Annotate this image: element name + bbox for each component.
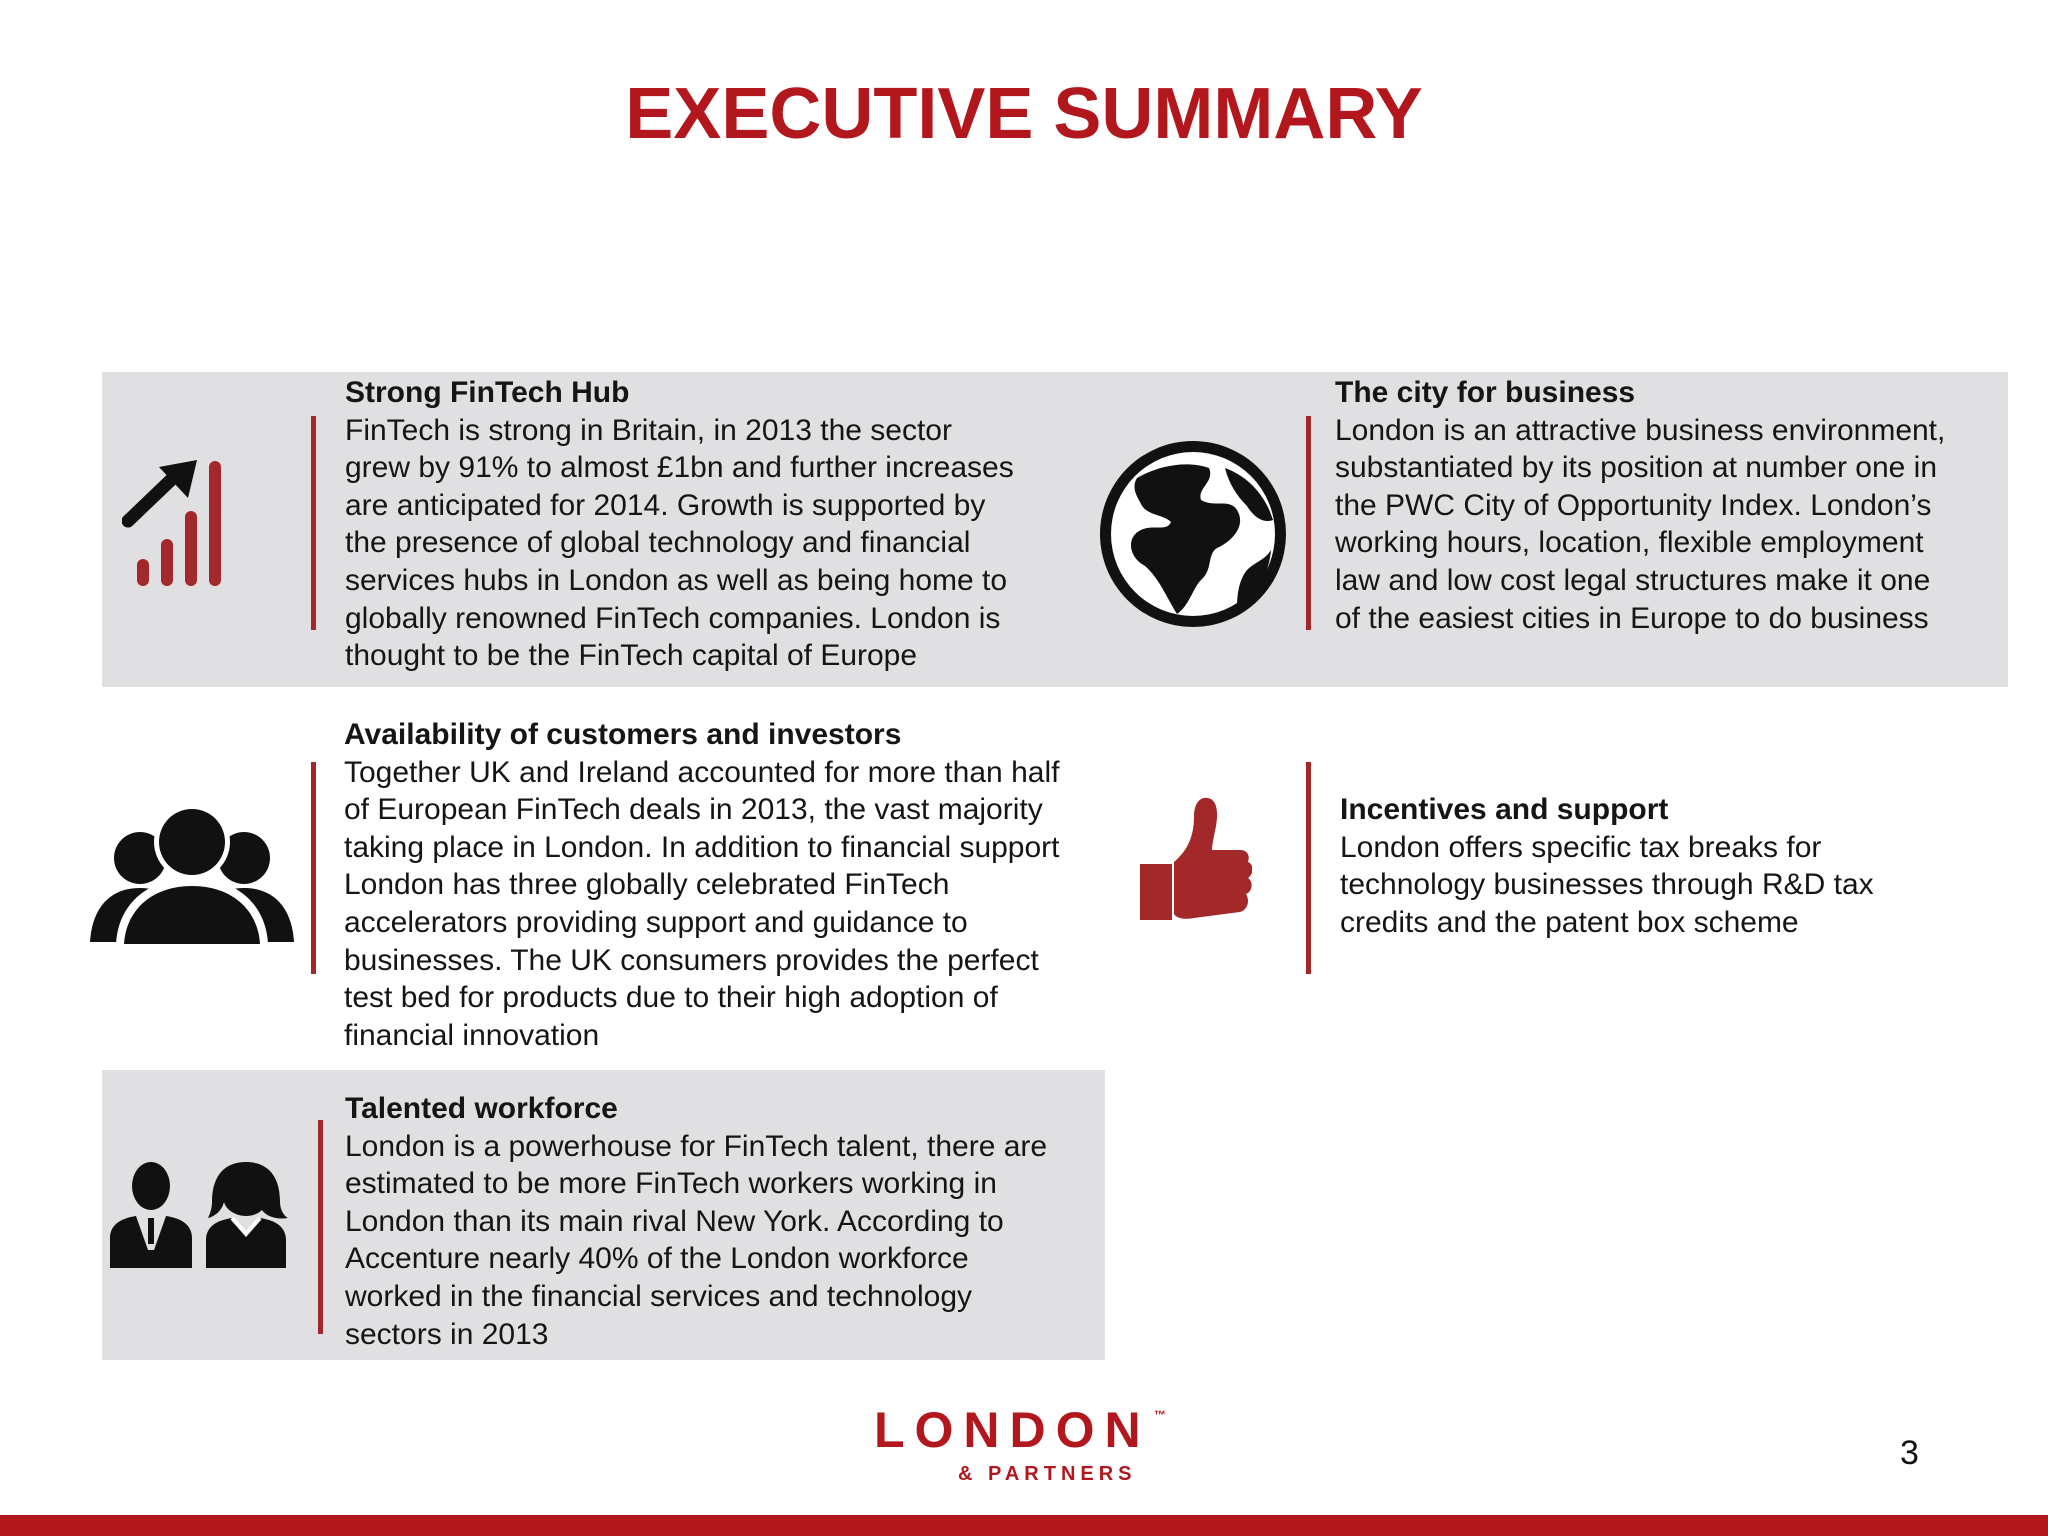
section-line: London is a powerhouse for FinTech talent, there are [345,1129,1048,1163]
section-line: estimated to be more FinTech workers working in [345,1167,997,1201]
globe-icon [1097,438,1289,630]
page-title: EXECUTIVE SUMMARY [625,74,1423,154]
growth-chart-icon [122,455,252,590]
section-line: globally renowned FinTech companies. London is [345,601,1001,635]
workers-icon [108,1160,292,1270]
thumbs-up-icon [1136,792,1252,922]
divider-bar [311,416,316,630]
section-line: FinTech is strong in Britain, in 2013 the sector [345,413,952,447]
section-heading: Talented workforce [345,1092,618,1125]
section-heading: Incentives and support [1340,793,1669,826]
section-line: substantiated by its position at number one in [1335,451,1938,485]
section-line: Together UK and Ireland accounted for more than half [344,755,1060,789]
section-line: London than its main rival New York. According to [345,1204,1004,1238]
section-line: the PWC City of Opportunity Index. London’s [1335,488,1932,522]
divider-bar [1306,416,1311,630]
section-line: test bed for products due to their high adoption of [344,981,998,1015]
section-line: law and low cost legal structures make it one [1335,563,1931,597]
section-line: are anticipated for 2014. Growth is supported by [345,488,986,522]
section-line: Accenture nearly 40% of the London workforce [345,1242,969,1276]
section-line: grew by 91% to almost £1bn and further increases [345,451,1014,485]
section-line: technology businesses through R&D tax [1340,868,1874,902]
section-line: taking place in London. In addition to financial support [344,830,1060,864]
section-line: working hours, location, flexible employment [1335,526,1924,560]
divider-bar [311,762,316,974]
section-line: London offers specific tax breaks for [1340,830,1822,864]
logo-trademark: ™ [1154,1408,1166,1422]
divider-bar [1306,762,1311,974]
section-line: London is an attractive business environment, [1335,413,1946,447]
section-customers-investors [344,716,1104,1054]
section-line: thought to be the FinTech capital of Europe [345,639,918,673]
section-heading: Availability of customers and investors [344,718,902,751]
section-line: accelerators providing support and guidance to [344,905,968,939]
group-icon [88,800,296,944]
section-line: services hubs in London as well as being home to [345,563,1008,597]
section-incentives [1340,791,2000,941]
section-line: the presence of global technology and financial [345,526,971,560]
section-city-for-business [1335,374,2015,637]
logo-subtitle: & PARTNERS [958,1463,1137,1485]
page-number: 3 [1900,1434,1919,1472]
section-line: of European FinTech deals in 2013, the vast majority [344,793,1043,827]
section-heading: Strong FinTech Hub [345,376,630,409]
section-line: London has three globally celebrated FinTech [344,868,950,902]
section-line: sectors in 2013 [345,1317,549,1351]
section-line: worked in the financial services and technology [345,1279,973,1313]
section-heading: The city for business [1335,376,1636,409]
section-line: businesses. The UK consumers provides the perfect [344,943,1039,977]
footer-bar [0,1515,2048,1536]
divider-bar [318,1120,323,1334]
section-line: of the easiest cities in Europe to do business [1335,601,1929,635]
london-logo: LONDON [874,1402,1151,1458]
section-fintech-hub [345,374,1065,675]
section-line: credits and the patent box scheme [1340,905,1799,939]
section-line: financial innovation [344,1018,600,1052]
section-workforce [345,1090,1095,1353]
